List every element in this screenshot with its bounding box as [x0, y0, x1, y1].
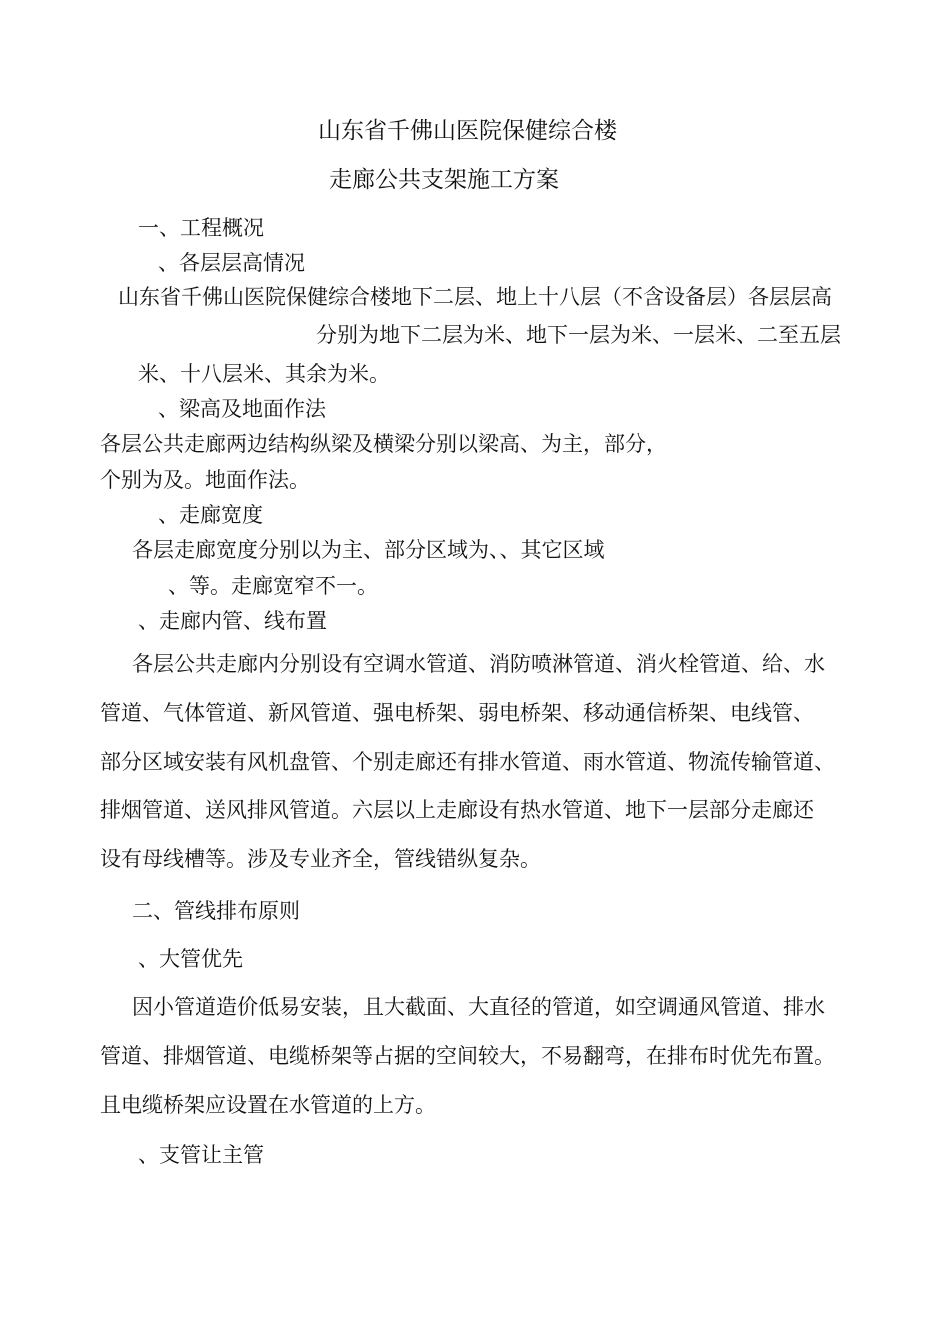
paragraph-pipelines-line-5: 设有母线槽等。涉及专业齐全，管线错纵复杂。: [100, 847, 541, 871]
paragraph-floor-heights-line-1: 山东省千佛山医院保健综合楼地下二层、地上十八层（不含设备层）各层层高: [118, 285, 832, 309]
paragraph-large-pipe-line-3: 且电缆桥架应设置在水管道的上方。: [100, 1093, 436, 1117]
paragraph-pipelines-line-2: 管道、气体管道、新风管道、强电桥架、弱电桥架、移动通信桥架、电线管、: [100, 701, 814, 725]
subsection-large-pipe-heading: 、大管优先: [138, 947, 243, 971]
paragraph-pipelines-line-3: 部分区域安装有风机盘管、个别走廊还有排水管道、雨水管道、物流传输管道、: [100, 750, 835, 774]
subsection-branch-yields-heading: 、支管让主管: [138, 1143, 264, 1167]
paragraph-beam-line-2: 个别为及。地面作法。: [100, 468, 310, 492]
paragraph-large-pipe-line-2: 管道、排烟管道、电缆桥架等占据的空间较大，不易翻弯，在排布时优先布置。: [100, 1044, 835, 1068]
section-2-heading: 二、管线排布原则: [132, 899, 300, 923]
subsection-floor-heights-heading: 、各层层高情况: [158, 251, 305, 275]
section-1-heading: 一、工程概况: [138, 216, 264, 240]
paragraph-beam-line-1: 各层公共走廊两边结构纵梁及横梁分别以梁高、为主，部分，: [100, 432, 667, 456]
paragraph-corridor-width-line-2: 、等。走廊宽窄不一。: [168, 574, 378, 598]
document-title-line-1: 山东省千佛山医院保健综合楼: [318, 118, 617, 144]
paragraph-pipelines-line-4: 排烟管道、送风排风管道。六层以上走廊设有热水管道、地下一层部分走廊还: [100, 798, 814, 822]
subsection-corridor-width-heading: 、走廊宽度: [158, 503, 263, 527]
document-title-line-2: 走廊公共支架施工方案: [329, 167, 559, 193]
paragraph-pipelines-line-1: 各层公共走廊内分别设有空调水管道、消防喷淋管道、消火栓管道、给、水: [132, 652, 825, 676]
paragraph-large-pipe-line-1: 因小管道造价低易安装，且大截面、大直径的管道，如空调通风管道、排水: [132, 995, 825, 1019]
paragraph-floor-heights-line-2: 分别为地下二层为米、地下一层为米、一层米、二至五层: [316, 323, 841, 347]
subsection-beam-heading: 、梁高及地面作法: [158, 397, 326, 421]
subsection-pipelines-heading: 、走廊内管、线布置: [138, 609, 327, 633]
paragraph-floor-heights-line-3: 米、十八层米、其余为米。: [138, 362, 390, 386]
paragraph-corridor-width-line-1: 各层走廊宽度分别以为主、部分区域为、、其它区域: [132, 538, 605, 562]
